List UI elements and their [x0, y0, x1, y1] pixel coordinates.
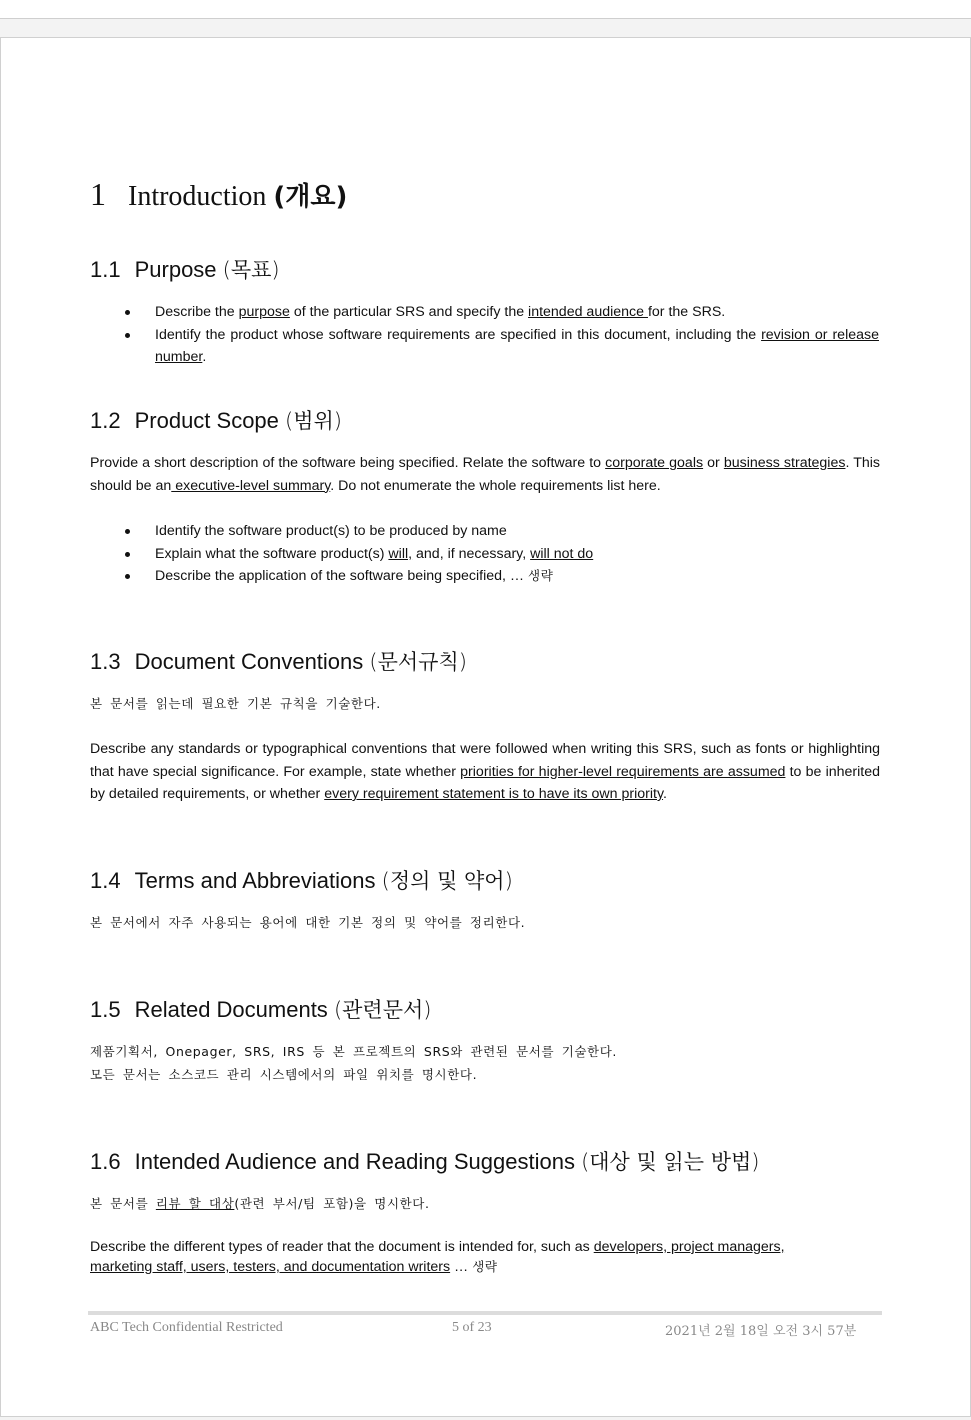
section-title: Related Documents	[134, 997, 328, 1022]
section-title: Introduction	[128, 181, 267, 212]
underlined-text: will not do	[530, 545, 594, 562]
section-title: Document Conventions	[134, 649, 364, 674]
audience-korean-note	[90, 1193, 880, 1216]
section-number: 1.1	[90, 257, 121, 282]
underlined-text: corporate goals	[605, 455, 704, 471]
text-run: 본 문서를	[90, 1196, 156, 1211]
section-title-korean: (대상 및 읽는 방법)	[581, 1150, 760, 1174]
text-run: Describe any standards or typographical conventions that were followed when writing this SRS, such as fonts or highlighting that have special significance. For example, state whether	[90, 741, 880, 780]
underlined-text: every requirement statement is to have its own priority	[324, 786, 664, 802]
scope-bullet-list	[125, 520, 879, 588]
product-scope-paragraph	[90, 452, 880, 497]
text-run: Explain what the software product(s)	[155, 545, 389, 562]
text-run: (관련 부서/팀 포함)을 명시한다.	[234, 1196, 430, 1211]
section-1-heading	[90, 176, 347, 213]
list-item: Identify the software product(s) to be produced by name	[125, 520, 879, 543]
underlined-text: 리뷰 할 대상	[155, 1196, 235, 1211]
list-item	[125, 565, 879, 588]
footer-timestamp: 2021년 2월 18일 오전 3시 57분	[665, 1324, 857, 1339]
section-1-3-heading	[90, 646, 467, 676]
text-run: . Do not enumerate the whole requirements list here.	[330, 477, 661, 494]
list-item	[125, 543, 879, 566]
section-title: Product Scope	[134, 408, 279, 433]
section-title: Purpose	[134, 257, 217, 282]
section-title-korean: (범위)	[285, 409, 342, 433]
purpose-bullet-list	[125, 301, 879, 369]
text-run: Provide a short description of the software being specified. Relate the software to	[90, 455, 606, 471]
text-run: .	[202, 349, 207, 365]
text-run: …	[450, 1259, 473, 1275]
section-number: 1.5	[90, 997, 121, 1022]
section-1-5-heading	[90, 994, 431, 1024]
list-item	[125, 324, 879, 369]
text-run: of the particular SRS and specify the	[289, 304, 529, 320]
section-1-4-heading	[90, 865, 513, 895]
text-run: or	[703, 455, 724, 471]
section-number: 1.3	[90, 649, 121, 674]
section-title-korean: (문서규칙)	[369, 650, 467, 674]
text-run: for the SRS.	[647, 304, 726, 320]
section-1-2-heading	[90, 405, 342, 435]
conventions-paragraph	[90, 738, 880, 806]
section-title-korean: (정의 및 약어)	[381, 869, 513, 893]
text-run: . This should be an	[90, 455, 881, 494]
section-number: 1.6	[90, 1149, 121, 1174]
text-run: Describe the	[155, 304, 239, 320]
document-page	[0, 37, 971, 1417]
previous-page-edge	[0, 0, 971, 19]
section-number: 1	[90, 176, 106, 212]
text-run: .	[663, 786, 667, 802]
korean-text: 생략	[472, 1259, 498, 1274]
related-docs-korean-line-2: 모든 문서는 소스코드 관리 시스템에서의 파일 위치를 명시한다.	[90, 1067, 478, 1082]
underlined-text: executive-level summary	[171, 477, 331, 494]
terms-korean-note: 본 문서에서 자주 사용되는 용어에 대한 기본 정의 및 약어를 정리한다.	[90, 915, 526, 930]
text-run: Identify the product whose software requirements are specified in this document, including the	[155, 326, 762, 343]
section-number: 1.2	[90, 408, 121, 433]
section-title: Terms and Abbreviations	[134, 868, 376, 893]
section-1-6-heading	[90, 1146, 760, 1176]
underlined-text: will,	[388, 545, 413, 562]
section-title-korean: (관련문서)	[333, 998, 432, 1022]
section-1-1-heading	[90, 254, 280, 284]
text-run: Describe the application of the software being specified, …	[155, 568, 529, 584]
section-title-korean: (개요)	[273, 182, 348, 212]
audience-paragraph	[90, 1238, 830, 1277]
footer-page-number: 5 of 23	[452, 1320, 492, 1335]
underlined-text: developers, project managers, marketing staff, users, testers, and documentation writers	[90, 1239, 785, 1275]
underlined-text: priorities for higher-level requirements are assumed	[460, 763, 786, 780]
text-run: Describe the different types of reader that the document is intended for, such as	[90, 1239, 594, 1255]
underlined-text: intended audience	[528, 304, 648, 320]
related-docs-korean-line-1: 제품기획서, Onepager, SRS, IRS 등 본 프로젝트의 SRS와 관련된 문서를 기술한다.	[90, 1044, 617, 1059]
underlined-text: purpose	[238, 304, 290, 320]
korean-text: 생략	[528, 568, 554, 583]
underlined-text: business strategies	[723, 455, 846, 471]
section-number: 1.4	[90, 868, 121, 893]
section-title: Intended Audience and Reading Suggestions	[134, 1149, 575, 1174]
conventions-korean-note: 본 문서를 읽는데 필요한 기본 규칙을 기술한다.	[90, 696, 381, 711]
list-item	[125, 301, 879, 324]
footer-divider	[88, 1311, 882, 1315]
text-run: to be inherited by detailed requirements, or whether	[90, 763, 880, 802]
section-title-korean: (목표)	[222, 258, 280, 282]
text-run: and, if necessary,	[412, 545, 531, 562]
underlined-text: revision or release number	[155, 326, 879, 365]
footer-confidential-label: ABC Tech Confidential Restricted	[90, 1320, 283, 1335]
